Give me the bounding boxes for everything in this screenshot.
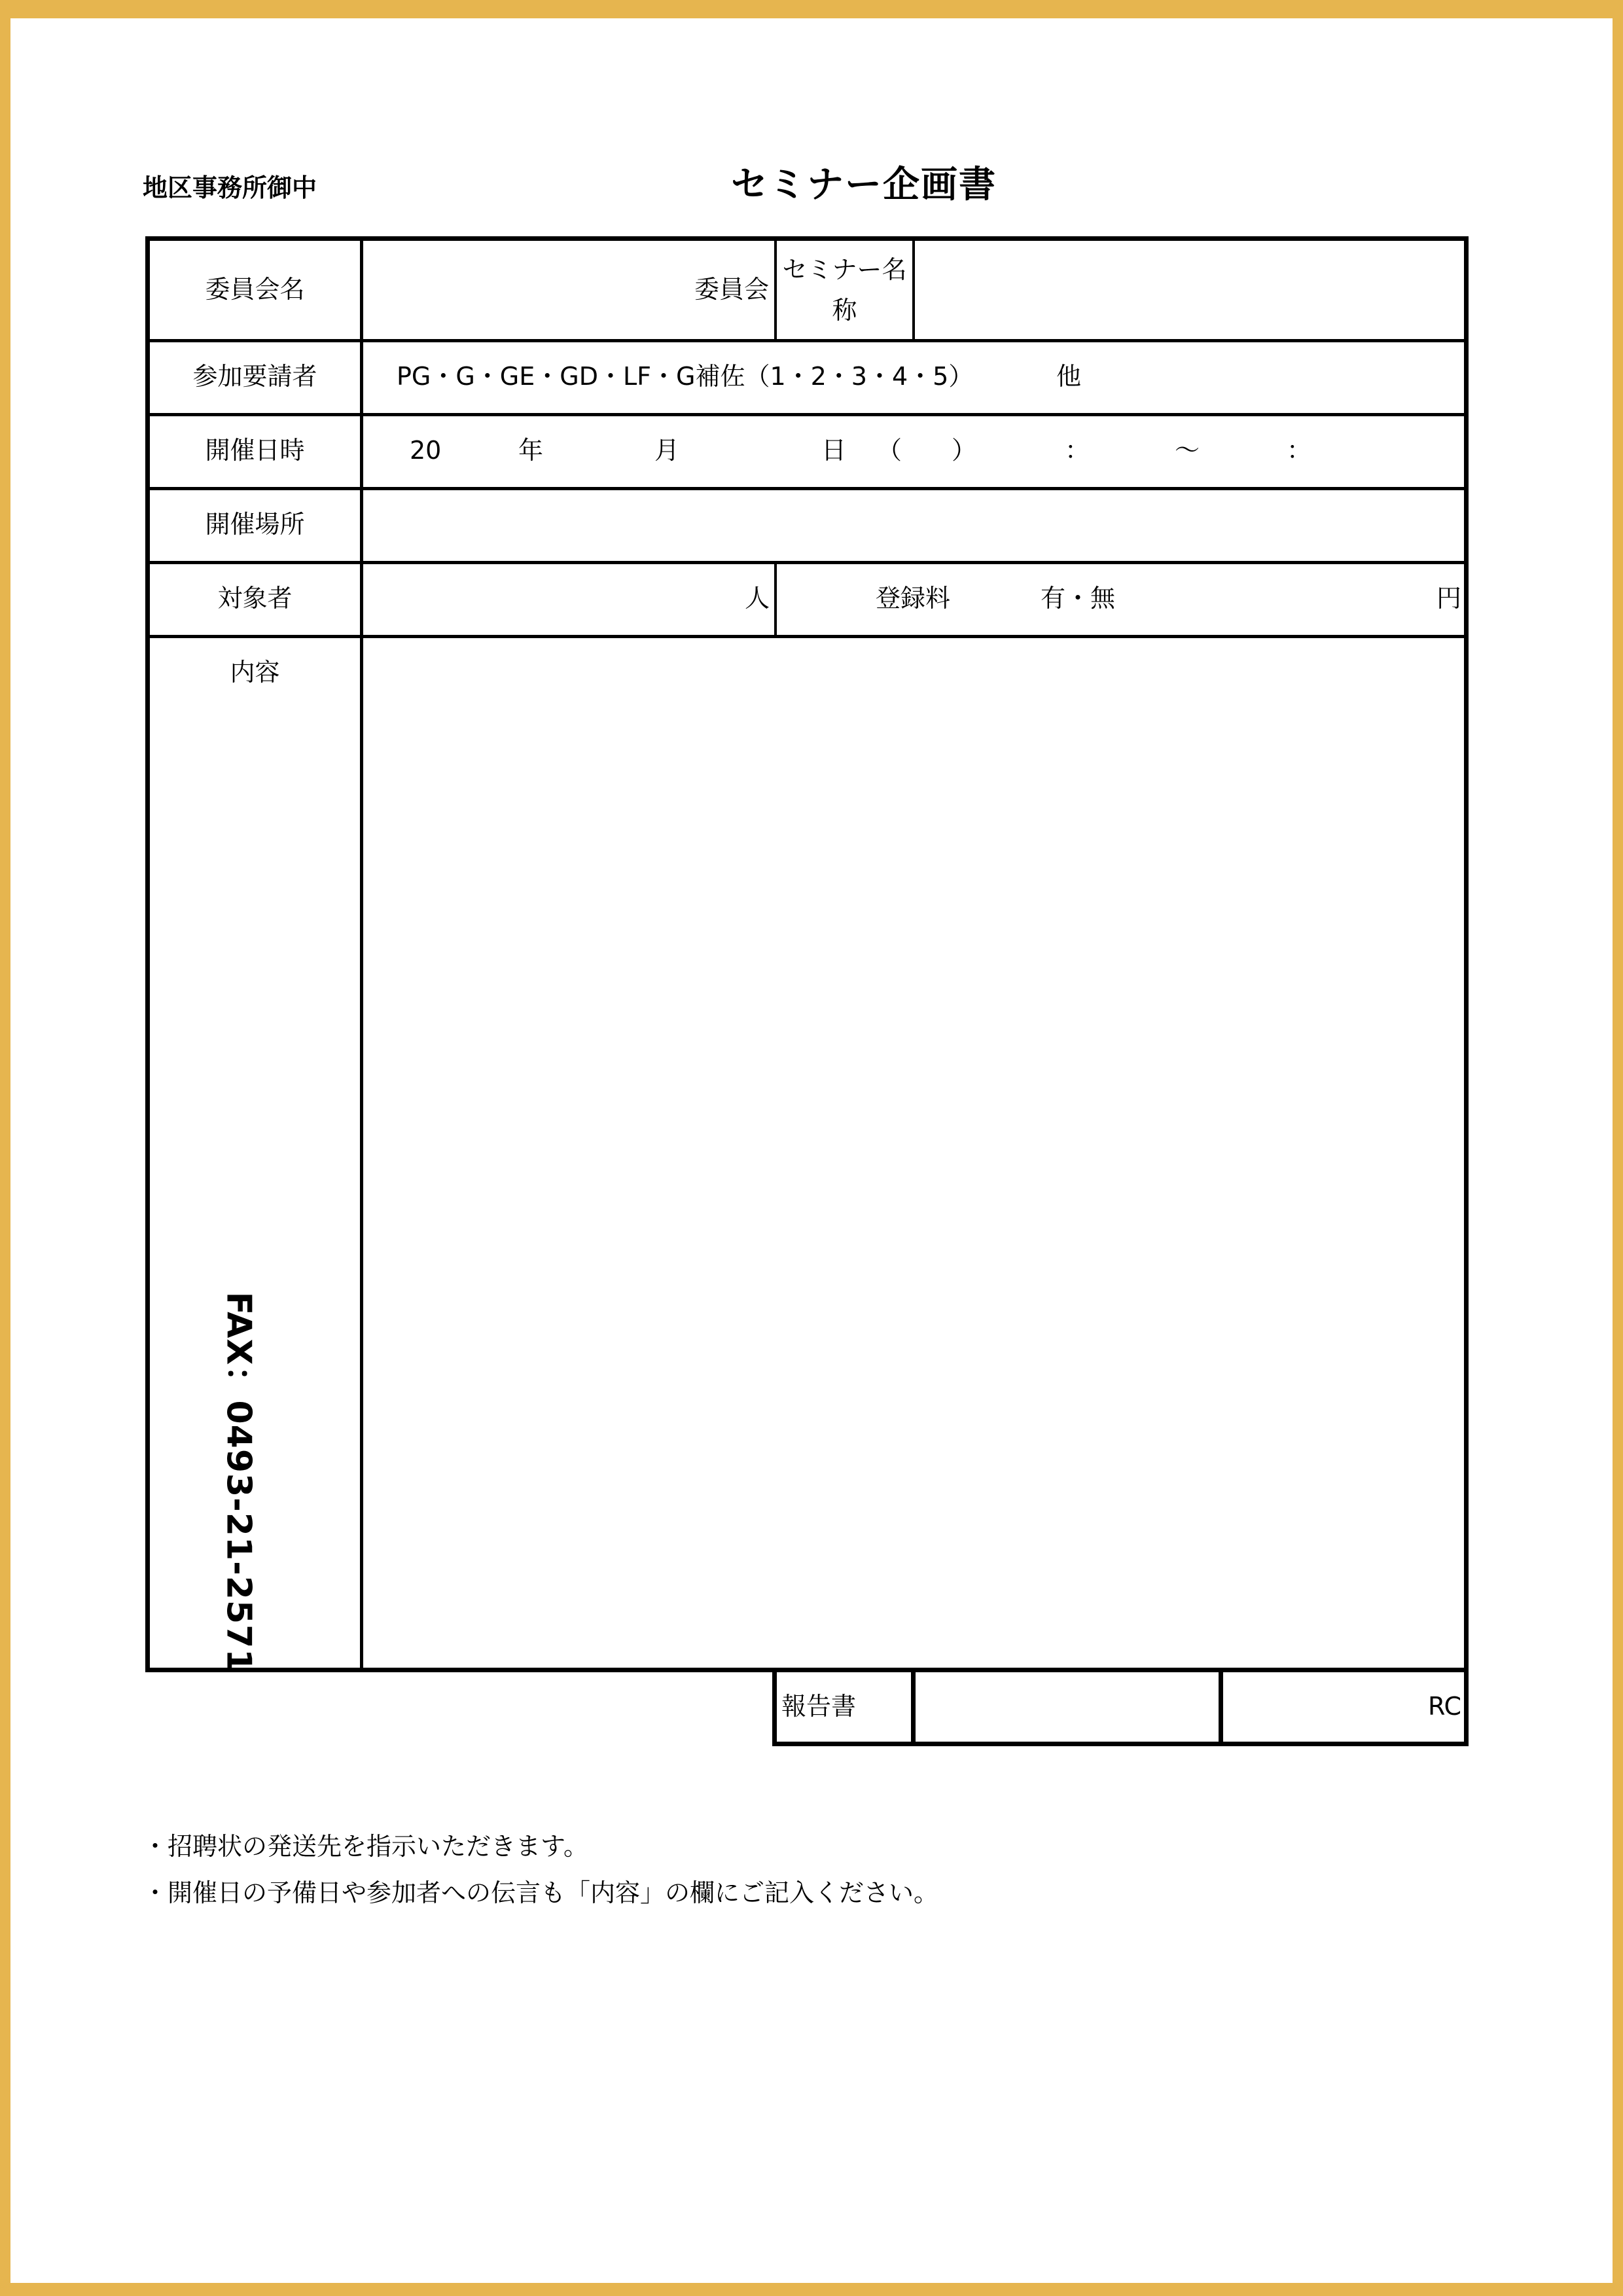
fee-options: 有・無 bbox=[1041, 584, 1116, 613]
fee-label: 登録料 bbox=[876, 584, 951, 613]
row-divider bbox=[145, 561, 1469, 564]
committee-name-field[interactable] bbox=[363, 241, 774, 339]
datetime-year: 年 bbox=[518, 436, 544, 465]
table-border-right bbox=[1464, 236, 1469, 1746]
datetime-weekday: （ ） bbox=[877, 436, 977, 465]
request-value: PG・G・GE・GD・LF・G補佐（1・2・3・4・5） bbox=[397, 362, 974, 391]
venue-label: 開催場所 bbox=[205, 510, 305, 539]
committee-label: 委員会名 bbox=[205, 275, 305, 304]
table-border-left bbox=[145, 236, 150, 1672]
addressee: 地区事務所御中 bbox=[143, 173, 317, 202]
report-border-bottom bbox=[772, 1742, 1469, 1746]
report-border-left bbox=[772, 1668, 777, 1746]
datetime-colon-start: ： bbox=[1065, 436, 1090, 465]
content-label: 内容 bbox=[230, 658, 280, 687]
audience-label: 対象者 bbox=[217, 584, 293, 613]
cell-divider bbox=[774, 236, 777, 341]
cell-divider bbox=[774, 561, 777, 637]
report-field[interactable] bbox=[916, 1672, 1219, 1742]
seminar-name-field[interactable] bbox=[915, 241, 1464, 339]
report-divider bbox=[1219, 1668, 1223, 1746]
committee-suffix: 委員会 bbox=[694, 275, 769, 304]
content-field[interactable] bbox=[363, 638, 1464, 1668]
row-divider bbox=[145, 413, 1469, 416]
datetime-year-prefix: 20 bbox=[410, 436, 442, 465]
audience-unit: 人 bbox=[744, 584, 770, 613]
venue-field[interactable] bbox=[363, 490, 1464, 561]
row-divider bbox=[145, 339, 1469, 342]
datetime-colon-end: ： bbox=[1287, 436, 1312, 465]
report-divider bbox=[911, 1668, 916, 1746]
fax-number: FAX：0493-21-2571 bbox=[219, 1291, 259, 1674]
seminar-name-label-line1: セミナー名 bbox=[782, 255, 907, 284]
table-border-top bbox=[145, 236, 1469, 241]
fee-unit: 円 bbox=[1436, 584, 1461, 613]
datetime-label: 開催日時 bbox=[205, 436, 305, 465]
datetime-tilde: ～ bbox=[1175, 436, 1200, 465]
seminar-name-label-line2: 称 bbox=[832, 296, 857, 325]
page-title: セミナー企画書 bbox=[731, 164, 997, 206]
request-label: 参加要請者 bbox=[192, 362, 317, 391]
note-item: ・招聘状の発送先を指示いただきます。 bbox=[143, 1832, 588, 1861]
note-item: ・開催日の予備日や参加者への伝言も「内容」の欄にご記入ください。 bbox=[143, 1878, 939, 1907]
report-label: 報告書 bbox=[781, 1692, 857, 1721]
datetime-month: 月 bbox=[654, 436, 680, 465]
table-border-bottom bbox=[145, 1668, 1469, 1672]
datetime-day: 日 bbox=[821, 436, 847, 465]
rc-label: RC bbox=[1427, 1692, 1461, 1721]
request-other: 他 bbox=[1056, 362, 1082, 391]
